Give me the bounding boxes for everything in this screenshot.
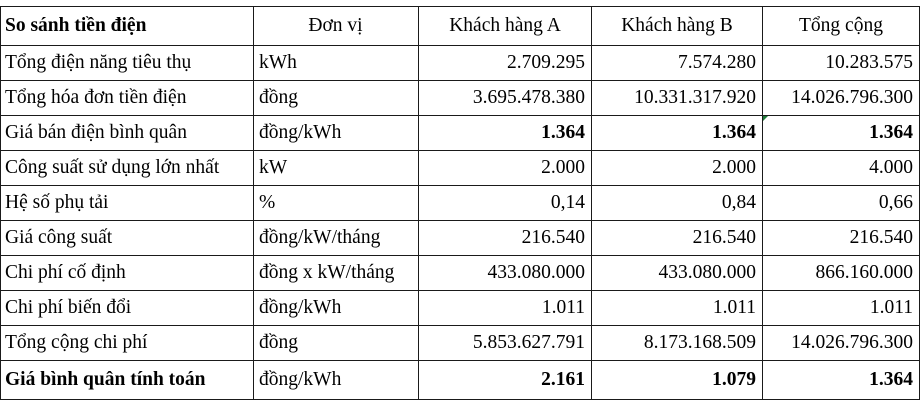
table-row (1, 326, 920, 361)
row-total-cell[interactable]: 216.540 (763, 221, 920, 256)
row-customer-a-cell[interactable]: 216.540 (419, 221, 592, 256)
row-total-cell[interactable]: 10.283.575 (763, 46, 920, 81)
row-total-cell[interactable]: 1.364 (763, 361, 920, 400)
row-total-value: 1.364 (869, 122, 913, 144)
row-customer-a-cell[interactable]: 3.695.478.380 (419, 81, 592, 116)
row-customer-b-cell[interactable]: 8.173.168.509 (592, 326, 763, 361)
row-label-cell[interactable]: Công suất sử dụng lớn nhất (1, 151, 254, 186)
row-customer-b-cell[interactable]: 10.331.317.920 (592, 81, 763, 116)
row-unit-cell[interactable]: đồng/kW/tháng (254, 221, 419, 256)
row-total-cell[interactable]: 4.000 (763, 151, 920, 186)
row-customer-b-cell[interactable]: 2.000 (592, 151, 763, 186)
row-total-cell[interactable]: 0,66 (763, 186, 920, 221)
row-label-cell[interactable]: Tổng điện năng tiêu thụ (1, 46, 254, 81)
row-customer-b-cell[interactable]: 1.079 (592, 361, 763, 400)
table-row (1, 46, 920, 81)
row-unit-cell[interactable]: đồng x kW/tháng (254, 256, 419, 291)
row-total-cell[interactable] (763, 116, 920, 151)
row-unit-cell[interactable]: % (254, 186, 419, 221)
table-row (1, 256, 920, 291)
header-total-cell[interactable]: Tổng cộng (763, 7, 920, 46)
row-customer-b-cell[interactable]: 0,84 (592, 186, 763, 221)
row-customer-a-cell[interactable]: 5.853.627.791 (419, 326, 592, 361)
row-unit-cell[interactable]: đồng/kWh (254, 291, 419, 326)
table-row (1, 151, 920, 186)
comment-marker-icon[interactable] (763, 116, 770, 123)
row-unit-cell[interactable]: đồng (254, 81, 419, 116)
table-row (1, 361, 920, 400)
row-label-cell[interactable]: Giá bình quân tính toán (1, 361, 254, 400)
row-label-cell[interactable]: Tổng hóa đơn tiền điện (1, 81, 254, 116)
row-customer-b-cell[interactable]: 1.364 (592, 116, 763, 151)
row-total-cell[interactable]: 1.011 (763, 291, 920, 326)
row-customer-b-cell[interactable]: 216.540 (592, 221, 763, 256)
row-label-cell[interactable]: Giá công suất (1, 221, 254, 256)
row-unit-cell[interactable]: đồng/kWh (254, 116, 419, 151)
row-total-cell[interactable]: 14.026.796.300 (763, 326, 920, 361)
row-label-cell[interactable]: Chi phí biến đổi (1, 291, 254, 326)
header-row (1, 7, 920, 46)
header-customer-a-cell[interactable]: Khách hàng A (419, 7, 592, 46)
table-row (1, 221, 920, 256)
row-customer-b-cell[interactable]: 433.080.000 (592, 256, 763, 291)
row-unit-cell[interactable]: kWh (254, 46, 419, 81)
row-label-cell[interactable]: Tổng cộng chi phí (1, 326, 254, 361)
row-label-cell[interactable]: Hệ số phụ tải (1, 186, 254, 221)
row-customer-b-cell[interactable]: 7.574.280 (592, 46, 763, 81)
row-unit-cell[interactable]: đồng (254, 326, 419, 361)
table-row (1, 116, 920, 151)
row-total-cell[interactable]: 14.026.796.300 (763, 81, 920, 116)
table-row (1, 186, 920, 221)
table-row (1, 81, 920, 116)
header-customer-b-cell[interactable]: Khách hàng B (592, 7, 763, 46)
row-customer-a-cell[interactable]: 0,14 (419, 186, 592, 221)
row-customer-b-cell[interactable]: 1.011 (592, 291, 763, 326)
row-customer-a-cell[interactable]: 1.364 (419, 116, 592, 151)
table-row (1, 291, 920, 326)
row-label-cell[interactable]: Giá bán điện bình quân (1, 116, 254, 151)
row-customer-a-cell[interactable]: 2.709.295 (419, 46, 592, 81)
row-customer-a-cell[interactable]: 1.011 (419, 291, 592, 326)
header-unit-cell[interactable]: Đơn vị (254, 7, 419, 46)
row-customer-a-cell[interactable]: 2.000 (419, 151, 592, 186)
row-unit-cell[interactable]: kW (254, 151, 419, 186)
row-customer-a-cell[interactable]: 2.161 (419, 361, 592, 400)
electricity-comparison-table (0, 6, 920, 400)
header-label-cell[interactable]: So sánh tiền điện (1, 7, 254, 46)
row-total-cell[interactable]: 866.160.000 (763, 256, 920, 291)
row-customer-a-cell[interactable]: 433.080.000 (419, 256, 592, 291)
row-unit-cell[interactable]: đồng/kWh (254, 361, 419, 400)
row-label-cell[interactable]: Chi phí cố định (1, 256, 254, 291)
